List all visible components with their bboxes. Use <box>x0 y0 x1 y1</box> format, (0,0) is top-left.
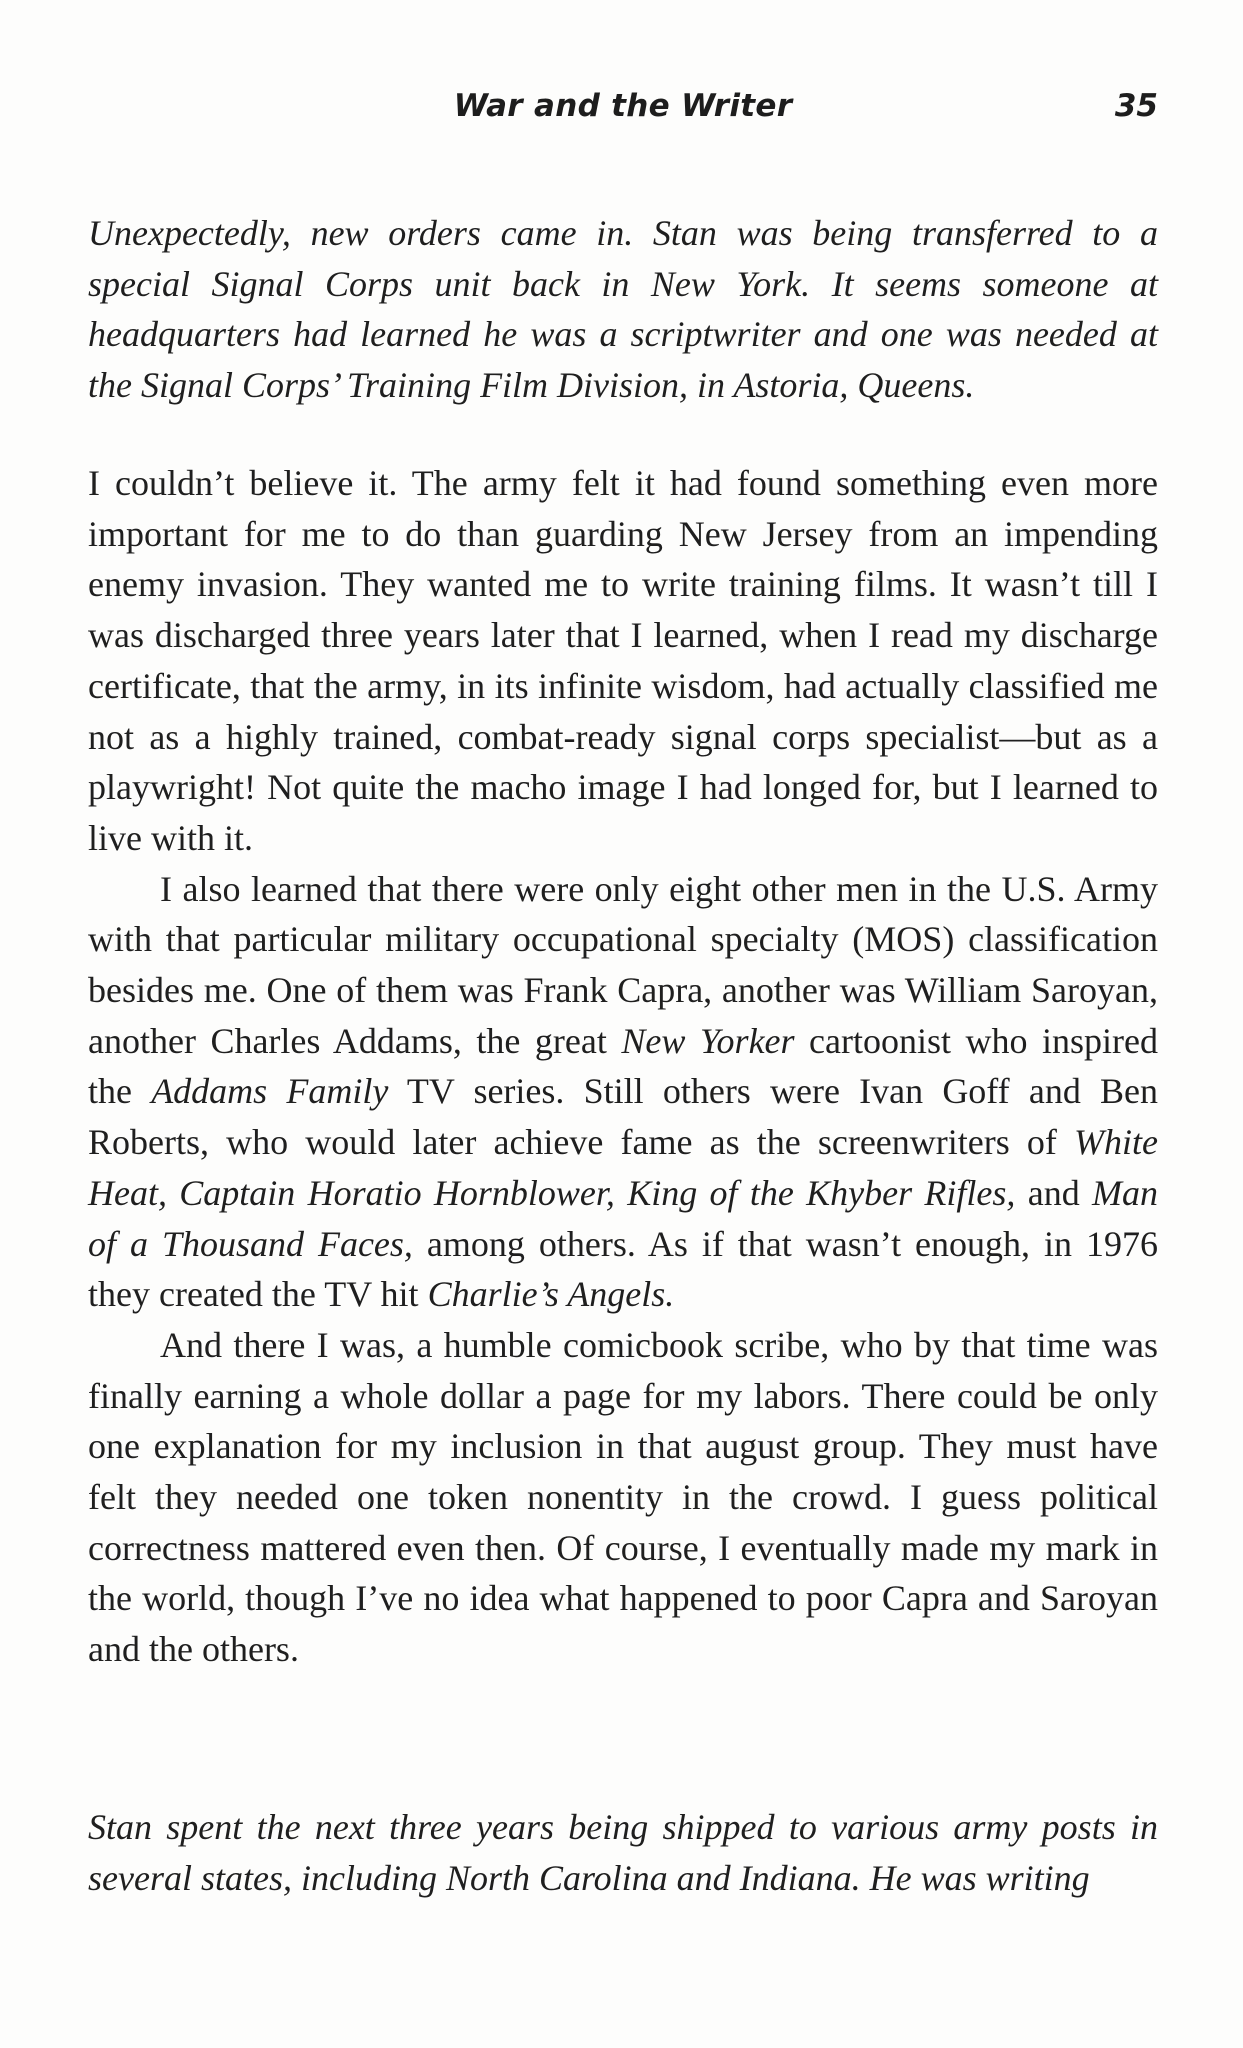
text-run: and <box>1015 1172 1093 1213</box>
paragraph-couldnt-believe: I couldn’t believe it. The army felt it had found something even more important for me to do than guarding New Jersey from an impending enemy invasion. They wanted me to write training films. It wasn’t till I was discharged three years later that I learned, when I read my discharge certificate, that the army, in its infinite wisdom, had actually classified me not as a highly trained, combat-ready signal corps specialist—but as a playwright! Not quite the macho image I had longed for, but I learned to live with it. <box>88 463 1158 858</box>
intro-italic-block <box>88 208 1158 411</box>
closing-italic-block <box>88 1802 1158 1903</box>
film-titles: White Heat, Captain Horatio Hornblower, King of the Khyber Rifles, <box>88 1122 1158 1213</box>
text-run: TV series. Still others were Ivan Goff and Ben Roberts, who would later achieve fame as the screenwriters of <box>88 1071 1159 1163</box>
title-charlies-angels: Charlie’s Angels. <box>427 1274 675 1315</box>
closing-italic-paragraph: Stan spent the next three years being shipped to various army posts in several states, including North Carolina and Indiana. He was writing <box>88 1807 1158 1898</box>
text-run: cartoonist who inspired the <box>88 1020 1158 1112</box>
text-run: I also learned that there were only eight other men in the U.S. Army with that particular military occupational specialty (MOS) classification besides me. One of them was Frank Capra, another was William Saroyan, another Charles Addams, the great <box>88 868 1158 1061</box>
title-man-of-a-thousand-faces: Man of a Thousand Faces, <box>88 1172 1159 1264</box>
title-addams-family: Addams Family <box>151 1071 389 1112</box>
page-header <box>88 88 1158 138</box>
running-head: War and the Writer <box>453 88 793 124</box>
text-run: among others. As if that wasn’t enough, in 1976 they created the TV hit <box>88 1223 1158 1315</box>
page-number: 35 <box>1114 88 1158 124</box>
paragraph-comicbook-scribe: And there I was, a humble comicbook scribe, who by that time was finally earning a whole dollar a page for my labors. There could be only one explanation for my inclusion in that august group. They must have felt they needed one token nonentity in the crowd. I guess political correctness mattered even then. Of course, I eventually made my mark in the world, though I’ve no idea what happened to poor Capra and Saroyan and the others. <box>88 1324 1158 1670</box>
paragraph-mos-classification <box>88 864 1158 1320</box>
intro-italic-paragraph: Unexpectedly, new orders came in. Stan was being transferred to a special Signal Corps unit back in New York. It seems someone at headquarters had learned he was a scriptwriter and one was needed at the Signal Corps’ Training Film Division, in Astoria, Queens. <box>88 213 1158 406</box>
main-text-block <box>88 458 1158 1675</box>
title-new-yorker: New Yorker <box>621 1020 795 1061</box>
